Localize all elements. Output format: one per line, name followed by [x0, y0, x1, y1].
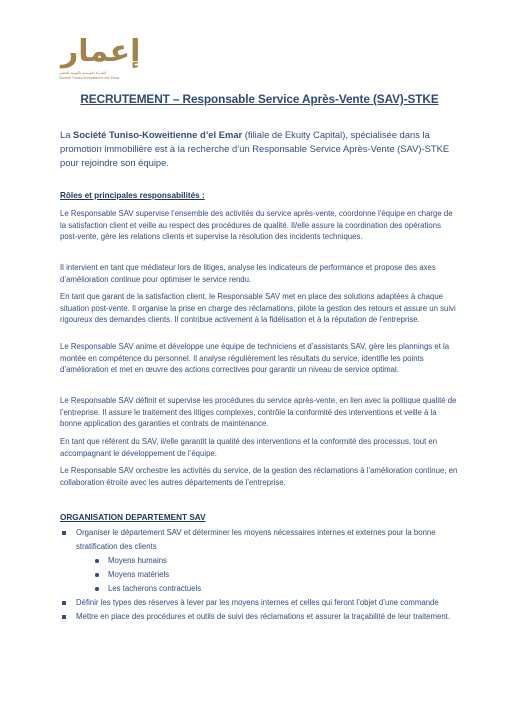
roles-paragraph: Le Responsable SAV orchestre les activités du service, de la gestion des réclamations à l’amélioration continue, en collaboration étroite avec les autres départements de l’entreprise.	[60, 466, 458, 487]
roles-paragraph: Le Responsable SAV supervise l’ensemble des activités du service après-vente, coordonne l’équipe en charge de la satisfaction client et veille au respect des procédures de qualité. Il/elle assure la coordination des opérations post-vente, gère les relations clients et supervise la résolution des incidents techniques.	[60, 209, 453, 242]
list-item-text: Organiser le département SAV et déterminer les moyens nécessaires internes et externes pour la bonne stratification des clients	[76, 528, 436, 551]
intro-rest: (filiale de Ekuity Capital), spécialisée dans la promotion immobilière est à la recherche d’un Responsable Service Après-Vente (SAV)-STKE pour rejoindre son équipe.	[60, 129, 450, 168]
roles-paragraph: En tant que garant de la satisfaction client, le Responsable SAV met en place des solutions adaptées à chaque situation post-vente. Il organise la prise en charge des réclamations, pilote la gestion des retours et assure un suivi rigoureux des demandes clients. Il contribue activement à la fidélisation et à la réputation de l’entreprise.	[60, 292, 456, 325]
list-item	[60, 526, 460, 596]
round-bullet-icon	[95, 573, 99, 577]
sub-list-item	[76, 582, 460, 596]
square-bullet-icon	[62, 615, 66, 619]
page-title: RECRUTEMENT – Responsable Service Après-Vente (SAV)-STKE	[80, 92, 439, 106]
intro-paragraph	[60, 128, 452, 170]
sub-list-item-text: Les tacherons contractuels	[108, 584, 202, 593]
list-item-text: Définir les types des réserves à lever par les moyens internes et celles qui feront l’objet d’une commande	[76, 598, 439, 607]
intro-prefix: La	[60, 129, 74, 140]
sub-list-item	[76, 554, 460, 568]
square-bullet-icon	[62, 601, 66, 605]
roles-paragraph: Il intervient en tant que médiateur lors de litiges, analyse les indicateurs de performance et propose des axes d’amélioration continue pour optimiser le service rendu.	[60, 263, 436, 284]
roles-paragraph: En tant que référent du SAV, il/elle garantit la qualité des interventions et la conformité des processus, tout en accompagnant le développement de l’équipe.	[60, 437, 438, 458]
organisation-list	[60, 526, 460, 624]
intro-company-name: Société Tuniso-Koweitienne d’el Emar	[73, 129, 243, 140]
roles-paragraph: Le Responsable SAV anime et développe une équipe de techniciens et d’assistants SAV, gère les plannings et la montée en compétence du personnel. Il analyse régulièrement les résultats du service, identifie les points d’amélioration et met en œuvre des actions correctives pour garantir un niveau de service optimal.	[60, 342, 450, 375]
logo-arabic-wordmark: إعمار	[61, 34, 141, 69]
roles-paragraph: Le Responsable SAV définit et supervise les procédures du service après-vente, en lien avec la politique qualité de l’entreprise. Il assure le traitement des litiges complexes, contrôle la conformité des interventions et veille à la bonne application des garanties et contrats de maintenance.	[60, 396, 457, 429]
list-item-text: Mettre en place des procédures et outils de suivi des réclamations et assurer la traçabilité de leur traitement.	[76, 612, 451, 621]
sub-list-item	[76, 568, 460, 582]
round-bullet-icon	[95, 559, 99, 563]
round-bullet-icon	[95, 587, 99, 591]
organisation-heading: ORGANISATION DEPARTEMENT SAV	[60, 513, 206, 522]
sub-list-item-text: Moyens humains	[108, 556, 167, 565]
logo-subtitle-french: Société Tuniso-Koweitienne d'el Emar	[59, 76, 120, 80]
list-item	[60, 610, 460, 624]
roles-heading: Rôles et principales responsabilités :	[60, 191, 205, 200]
list-item	[60, 596, 460, 610]
sub-list-item-text: Moyens matériels	[108, 570, 170, 579]
company-logo	[57, 34, 141, 82]
square-bullet-icon	[62, 531, 66, 535]
logo-subtitle-arabic: الشركة التونسية الكويتية للتعمير	[59, 71, 107, 75]
organisation-sublist	[76, 554, 460, 596]
